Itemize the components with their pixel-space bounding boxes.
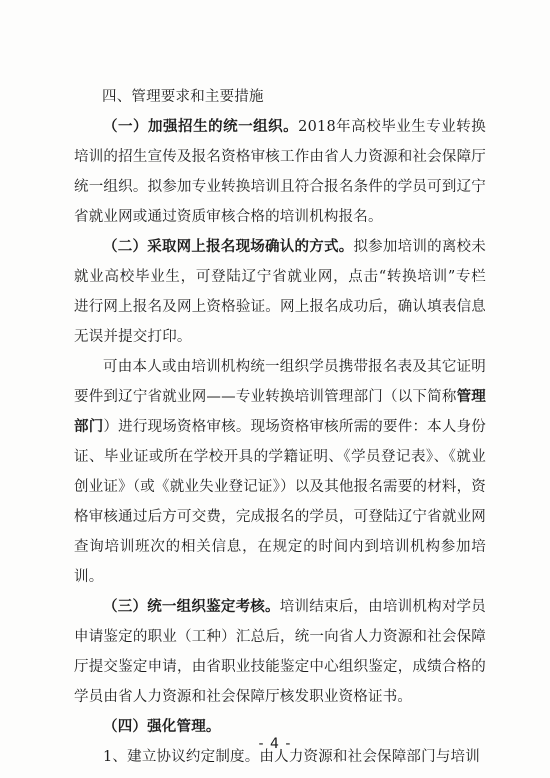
paragraph-text: 培训结束后，由培训机构对学员申请鉴定的职业（工种）汇总后，统一向省人力资源和社会保障厅提交鉴定申请，由省职业技能鉴定中心组织鉴定，成绩合格的学员由省人力资源和社会保障厅核发职业资格证书。	[74, 599, 486, 705]
paragraph-text: 1、建立协议约定制度。由人力资源和社会保障部门与培训	[103, 749, 480, 765]
paragraph-online-registration	[74, 232, 486, 352]
paragraph-assessment	[74, 592, 486, 712]
paragraph-lead: （二）采取网上报名现场确认的方式。	[103, 238, 354, 255]
paragraph-lead: （四）强化管理。	[103, 718, 221, 735]
paragraph-lead: （一）加强招生的统一组织。	[103, 118, 299, 135]
paragraph-recruitment	[74, 112, 486, 232]
paragraph-lead: （三）统一组织鉴定考核。	[103, 598, 280, 615]
paragraph-text-after: ）进行现场资格审核。现场资格审核所需的要件：本人身份证、毕业证或所在学校开具的学籍证明、《学员登记表》、《就业创业证》（或《就业失业登记证》）以及其他报名需要的材料，资格审核通过后方可交费，完成报名的学员，可登陆辽宁省就业网查询培训班次的相关信息，在规定的时间内到培训机构参加培训。	[74, 419, 486, 585]
paragraph-bold-term: 管理部门	[74, 388, 486, 435]
paragraph-text-before: 可由本人或由培训机构统一组织学员携带报名表及其它证明要件到辽宁省就业网——专业转换培训管理部门（以下简称	[74, 359, 486, 405]
paragraph-onsite-review	[74, 352, 486, 592]
paragraph-text: 2018年高校毕业生专业转换培训的招生宣传及报名资格审核工作由省人力资源和社会保障厅统一组织。拟参加专业转换培训且符合报名条件的学员可到辽宁省就业网或通过资质审核合格的培训机构报名。	[74, 119, 486, 225]
section-heading: 四、管理要求和主要措施	[102, 89, 264, 105]
page-number: - 4 -	[258, 736, 292, 752]
document-body	[74, 82, 486, 772]
paragraph-text: 拟参加培训的离校未就业高校毕业生，可登陆辽宁省就业网，点击“转换培训”专栏进行网上报名及网上资格验证。网上报名成功后，确认填表信息无误并提交打印。	[74, 239, 486, 345]
